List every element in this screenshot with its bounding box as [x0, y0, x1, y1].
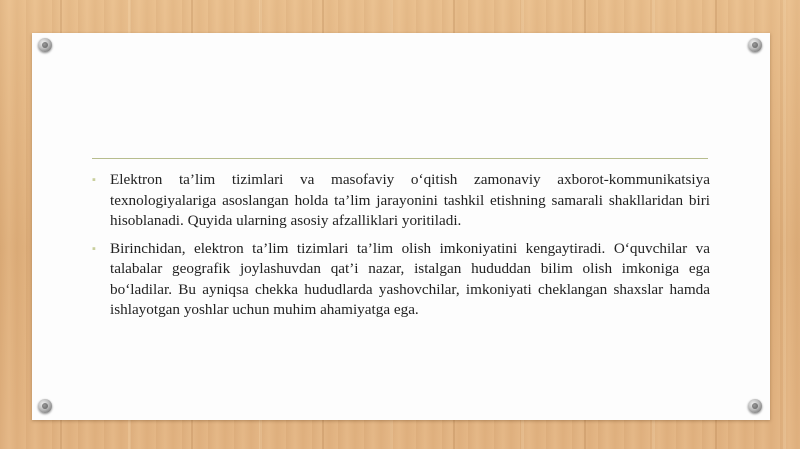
paragraph-text: Birinchidan, elektron ta’lim tizimlari ta’lim olish imkoniyatini kengaytiradi. Oʻquvchilar va talabalar geografik joylashuvdan qat’i nazar, istalgan hududdan bilim olish imkoniga ega boʻladilar. Bu ayniqsa chekka hududlarda yashovchilar, imkoniyati cheklangan shaxslar hamda ishlayotgan yoshlar uchun muhim ahamiyatga ega.	[110, 239, 710, 318]
bullet-icon: ▪	[92, 242, 96, 255]
pushpin-icon	[38, 38, 52, 52]
slide-body	[92, 170, 710, 328]
bullet-icon: ▪	[92, 174, 96, 186]
bullet-paragraph	[92, 170, 710, 232]
bullet-paragraph	[92, 239, 710, 321]
pushpin-icon	[748, 38, 762, 52]
title-divider	[92, 158, 708, 159]
pushpin-icon	[38, 399, 52, 413]
slide-card	[32, 33, 770, 420]
paragraph-text: Elektron ta’lim tizimlari va masofaviy oʻqitish zamonaviy axborot-kommunikatsiya texnologiyalariga asoslangan holda ta’lim jarayonini tashkil etishning samarali shakllaridan biri hisoblanadi. Quyida ularning asosiy afzalliklari yoritiladi.	[110, 171, 710, 229]
pushpin-icon	[748, 399, 762, 413]
